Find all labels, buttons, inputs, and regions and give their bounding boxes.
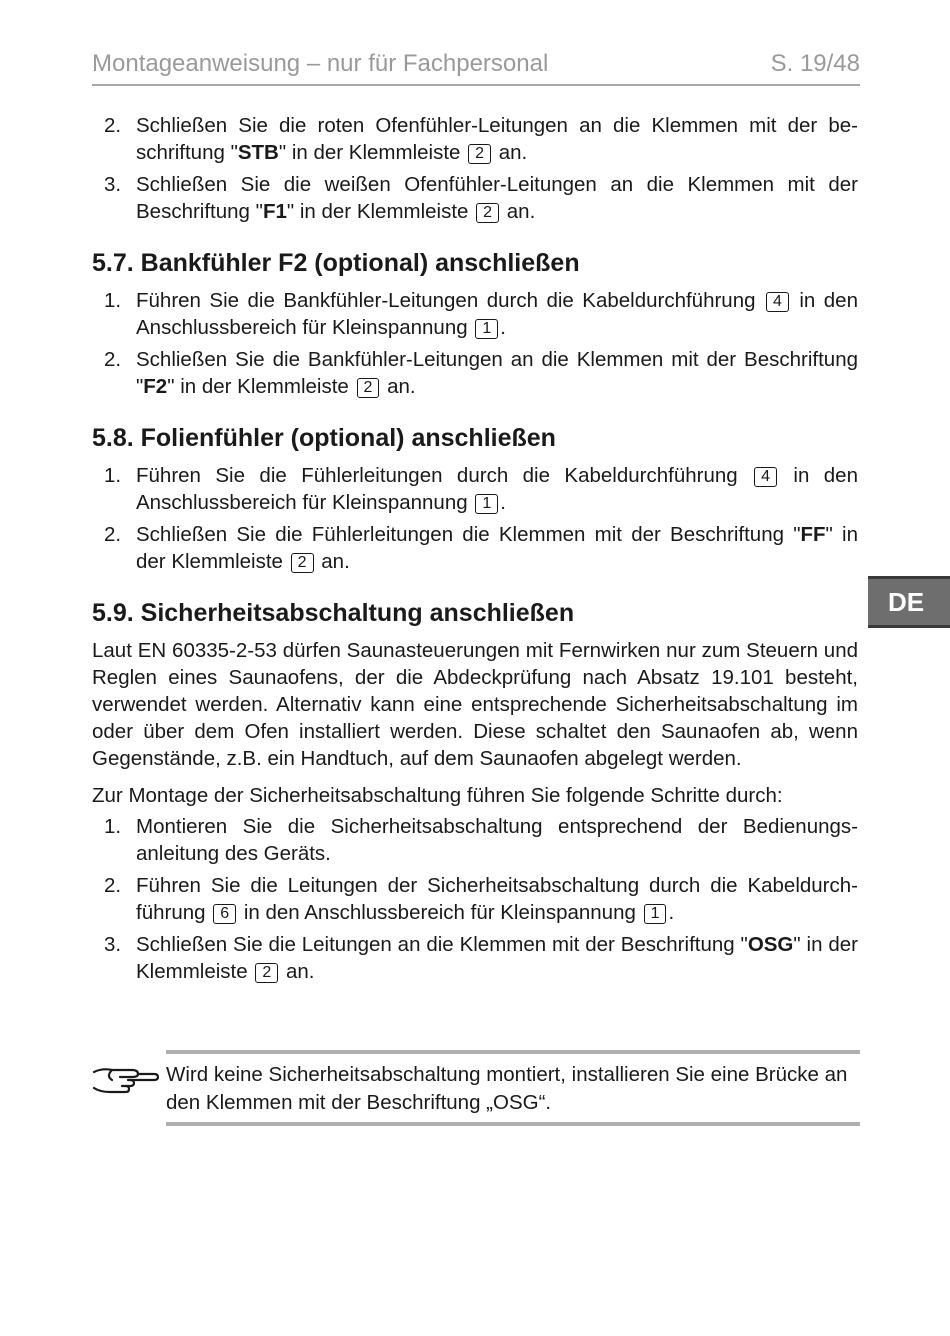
list-item: 2. Schließen Sie die Fühlerleitungen die Klemmen mit der Beschriftung "FF" in der Klemmleiste 2 an. bbox=[104, 523, 858, 573]
terminal-number-box: 2 bbox=[468, 144, 491, 164]
section-heading-5-8: 5.8. Folienfühler (optional) anschließen bbox=[92, 424, 556, 452]
note-text: Wird keine Sicherheitsabschaltung montiert, installieren Sie eine Brücke an den Klemmen mit der Beschriftung „OSG“. bbox=[166, 1050, 860, 1126]
area-number-box: 1 bbox=[475, 319, 498, 339]
section-5-9-paragraph: Laut EN 60335-2-53 dürfen Saunasteuerungen mit Fernwirken nur zum Steuern und Reglen eines Saunaofens, der die Abdeckprüfung nach Absatz 19.101 besteht, verwendet werden. Alternativ kann eine entsprechende Sicherheitsabschaltung im oder über dem Ofen installiert werden. Diese schaltet den Saunaofen ab, wenn Gegenstände, z.B. ein Handtuch, auf dem Saunaofen abgelegt werden. bbox=[92, 639, 858, 770]
list-item: 2. Führen Sie die Leitungen der Sicherheitsabschaltung durch die Kabeldurchführung 6 in den Anschlussbereich für Kleinspannung 1 . bbox=[104, 874, 858, 924]
language-tab[interactable]: DE bbox=[868, 576, 950, 628]
terminal-number-box: 2 bbox=[255, 963, 278, 983]
section-5-9-list bbox=[92, 813, 858, 985]
section-heading-5-7: 5.7. Bankfühler F2 (optional) anschließen bbox=[92, 249, 580, 277]
pointing-hand-icon bbox=[92, 1062, 160, 1096]
area-number-box: 1 bbox=[475, 494, 498, 514]
cable-entry-box: 6 bbox=[213, 904, 236, 924]
page-header bbox=[92, 48, 860, 86]
cable-entry-box: 4 bbox=[766, 292, 789, 312]
list-item: 1. Führen Sie die Bankfühler-Leitungen durch die Kabeldurchführung 4 in den Anschlussbereich für Kleinspannung 1 . bbox=[104, 289, 858, 339]
list-item: 2. Schließen Sie die roten Ofenfühler-Leitungen an die Klemmen mit der beschriftung "STB" in der Klemmleiste 2 an. bbox=[104, 114, 858, 164]
list-item: 3. Schließen Sie die weißen Ofenfühler-Leitungen an die Klemmen mit der Beschriftung "F1" in der Klemmleiste 2 an. bbox=[104, 173, 858, 223]
terminal-number-box: 2 bbox=[476, 203, 499, 223]
header-title: Montageanweisung – nur für Fachpersonal bbox=[92, 50, 549, 77]
terminal-number-box: 2 bbox=[291, 553, 314, 573]
list-item: 2. Schließen Sie die Bankfühler-Leitungen an die Klemmen mit der Beschriftung "F2" in der Klemmleiste 2 an. bbox=[104, 348, 858, 398]
terminal-number-box: 2 bbox=[357, 378, 380, 398]
page-number: S. 19/48 bbox=[770, 50, 860, 77]
list-item: 1. Montieren Sie die Sicherheitsabschaltung entsprechend der Bedienungsanleitung des Geräts. bbox=[104, 815, 858, 865]
section-5-9-intro: Zur Montage der Sicherheitsabschaltung führen Sie folgende Schritte durch: bbox=[92, 784, 783, 807]
cable-entry-box: 4 bbox=[754, 467, 777, 487]
section-5-8-list bbox=[92, 462, 858, 575]
section-heading-5-9: 5.9. Sicherheitsabschaltung anschließen bbox=[92, 599, 575, 627]
prev-section-list bbox=[92, 112, 858, 225]
list-item: 3. Schließen Sie die Leitungen an die Klemmen mit der Beschriftung "OSG" in der Klemmleiste 2 an. bbox=[104, 933, 858, 983]
area-number-box: 1 bbox=[644, 904, 667, 924]
main-content bbox=[92, 112, 858, 990]
section-5-7-list bbox=[92, 287, 858, 400]
note-block bbox=[92, 1050, 860, 1126]
list-item: 1. Führen Sie die Fühlerleitungen durch die Kabeldurchführung 4 in den Anschlussbereich für Kleinspannung 1 . bbox=[104, 464, 858, 514]
